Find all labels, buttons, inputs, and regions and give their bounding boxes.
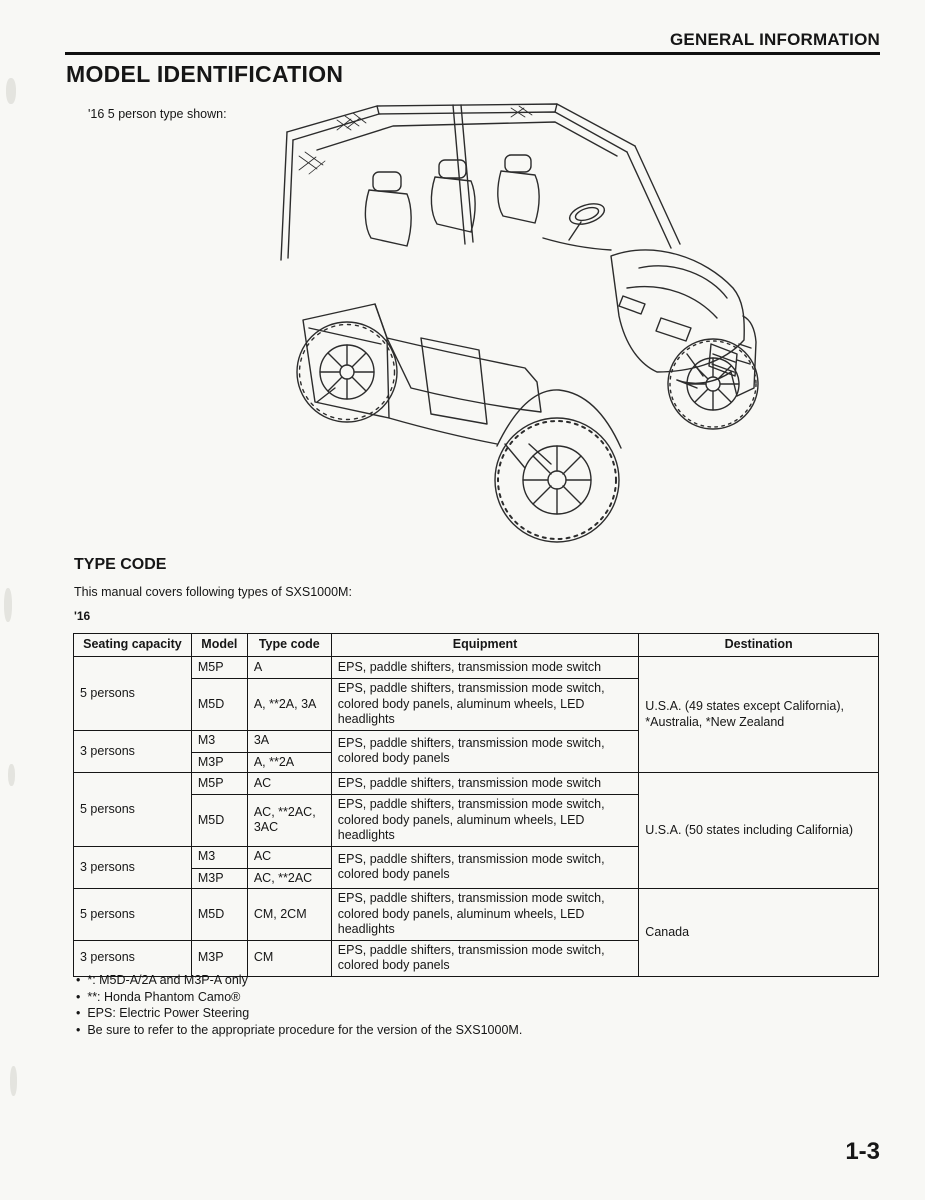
cell-type-code: A, **2A (247, 752, 331, 773)
vehicle-illustration (225, 92, 785, 552)
note-text: Be sure to refer to the appropriate procedure for the version of the SXS1000M. (87, 1022, 523, 1037)
cell-type-code: A (247, 657, 331, 679)
note-text: **: Honda Phantom Camo® (87, 989, 241, 1004)
col-header-destination: Destination (639, 634, 879, 657)
table-row (74, 889, 879, 941)
cell-seating: 5 persons (74, 657, 192, 731)
cell-type-code: A, **2A, 3A (247, 679, 331, 731)
table-row (74, 657, 879, 679)
notes-list (76, 972, 522, 1038)
cell-equipment: EPS, paddle shifters, transmission mode switch, colored body panels, aluminum wheels, LED headlights (331, 889, 639, 941)
model-year-label: '16 (74, 609, 91, 623)
cell-type-code: AC, **2AC, 3AC (247, 795, 331, 847)
cell-seating: 3 persons (74, 846, 192, 889)
scan-artifact (10, 1066, 17, 1096)
cell-model: M5D (191, 889, 247, 941)
note-text: *: M5D-A/2A and M3P-A only (87, 973, 248, 987)
cell-equipment: EPS, paddle shifters, transmission mode switch, colored body panels (331, 940, 639, 976)
cell-seating: 5 persons (74, 889, 192, 941)
scan-artifact (6, 78, 16, 104)
cell-model: M3 (191, 846, 247, 868)
cell-destination: Canada (639, 889, 879, 977)
col-header-type-code: Type code (247, 634, 331, 657)
header-rule (65, 52, 880, 55)
cell-seating: 3 persons (74, 940, 192, 976)
table-header-row (74, 634, 879, 657)
section-header: GENERAL INFORMATION (670, 30, 880, 49)
type-code-heading: TYPE CODE (74, 556, 167, 573)
cell-equipment: EPS, paddle shifters, transmission mode switch (331, 773, 639, 795)
col-header-seating: Seating capacity (74, 634, 192, 657)
scan-artifact (8, 764, 15, 786)
cell-seating: 5 persons (74, 773, 192, 847)
cell-type-code: CM, 2CM (247, 889, 331, 941)
cell-model: M5D (191, 679, 247, 731)
cell-equipment: EPS, paddle shifters, transmission mode switch, colored body panels, aluminum wheels, LED headlights (331, 795, 639, 847)
note-item (76, 972, 522, 989)
cell-type-code: AC (247, 846, 331, 868)
cell-destination: U.S.A. (50 states including California) (639, 773, 879, 889)
figure-caption: '16 5 person type shown: (88, 107, 227, 121)
table-row (74, 773, 879, 795)
note-item (76, 1022, 522, 1039)
cell-model: M3P (191, 868, 247, 889)
type-code-intro: This manual covers following types of SXS1000M: (74, 585, 352, 599)
type-code-table (73, 633, 879, 977)
cell-model: M5P (191, 773, 247, 795)
cell-equipment: EPS, paddle shifters, transmission mode switch, colored body panels (331, 846, 639, 889)
cell-model: M3P (191, 940, 247, 976)
note-item (76, 989, 522, 1006)
cell-seating: 3 persons (74, 730, 192, 773)
note-item (76, 1005, 522, 1022)
cell-type-code: AC, **2AC (247, 868, 331, 889)
cell-type-code: CM (247, 940, 331, 976)
note-text: EPS: Electric Power Steering (87, 1006, 250, 1020)
col-header-equipment: Equipment (331, 634, 639, 657)
scan-artifact (4, 588, 12, 622)
cell-destination: U.S.A. (49 states except California), *Australia, *New Zealand (639, 657, 879, 773)
cell-model: M3P (191, 752, 247, 773)
cell-equipment: EPS, paddle shifters, transmission mode switch (331, 657, 639, 679)
page-title: MODEL IDENTIFICATION (66, 61, 344, 87)
page-number: 1-3 (845, 1138, 880, 1165)
cell-type-code: 3A (247, 730, 331, 752)
cell-model: M5P (191, 657, 247, 679)
cell-equipment: EPS, paddle shifters, transmission mode switch, colored body panels (331, 730, 639, 773)
col-header-model: Model (191, 634, 247, 657)
cell-model: M5D (191, 795, 247, 847)
cell-model: M3 (191, 730, 247, 752)
cell-type-code: AC (247, 773, 331, 795)
cell-equipment: EPS, paddle shifters, transmission mode switch, colored body panels, aluminum wheels, LED headlights (331, 679, 639, 731)
